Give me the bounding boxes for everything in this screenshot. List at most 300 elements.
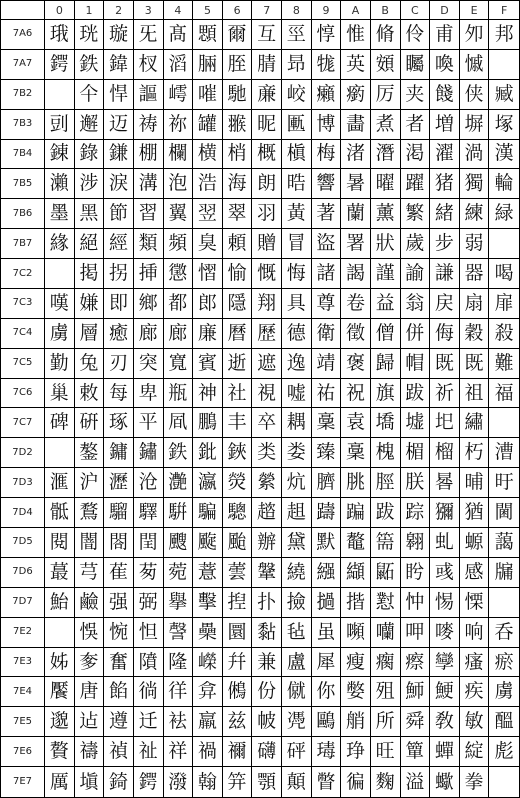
character-cell: 所 (371, 707, 401, 737)
character-cell: 曆 (223, 319, 253, 349)
character-cell: 骶 (45, 498, 75, 528)
character-cell: 翠 (223, 199, 253, 229)
character-cell: 嚬 (341, 618, 371, 648)
character-cell: 祷 (134, 110, 164, 140)
character-cell: 扑 (252, 588, 282, 618)
character-cell: 鏞 (104, 438, 134, 468)
character-cell: 懟 (371, 588, 401, 618)
character-cell: 嶸 (193, 648, 223, 678)
character-cell: 怛 (134, 618, 164, 648)
character-cell: 扇 (460, 289, 490, 319)
character-cell: 曜 (371, 169, 401, 199)
character-cell: 虜 (489, 677, 519, 707)
character-cell: 昻 (282, 50, 312, 80)
character-cell: 袪 (164, 707, 194, 737)
character-cell: 遮 (252, 349, 282, 379)
character-cell: 碑 (45, 408, 75, 438)
character-cell: 諭 (401, 259, 431, 289)
character-cell: 者 (401, 110, 431, 140)
character-cell: 黏 (252, 618, 282, 648)
character-cell: 棚 (134, 140, 164, 170)
character-cell: 迈 (104, 110, 134, 140)
character-cell: 鞶 (252, 558, 282, 588)
character-cell: 瘀 (489, 648, 519, 678)
character-cell: 盧 (282, 648, 312, 678)
character-cell: 渦 (460, 140, 490, 170)
character-cell: 禰 (223, 737, 253, 767)
character-cell: 翭 (223, 110, 253, 140)
character-cell: 沧 (134, 468, 164, 498)
character-cell: 敕 (75, 379, 105, 409)
character-cell: 臍 (312, 468, 342, 498)
character-cell: 繡 (460, 408, 490, 438)
character-cell: 署 (341, 229, 371, 259)
character-cell: 經 (104, 229, 134, 259)
character-cell: 僦 (282, 677, 312, 707)
character-cell: 逝 (223, 349, 253, 379)
character-cell: 牖 (489, 558, 519, 588)
character-cell: 砰 (282, 737, 312, 767)
character-cell: 懲 (164, 259, 194, 289)
character-cell: 踪 (401, 498, 431, 528)
character-cell: 隫 (134, 648, 164, 678)
character-cell: 魳 (401, 677, 431, 707)
character-cell: 謙 (430, 259, 460, 289)
character-cell: 緑 (489, 199, 519, 229)
character-cell: 滙 (45, 468, 75, 498)
character-cell: 拳 (460, 767, 490, 797)
character-cell: 邈 (45, 707, 75, 737)
character-cell: 嫌 (75, 289, 105, 319)
character-cell: 冒 (282, 229, 312, 259)
character-cell: 疾 (460, 677, 490, 707)
character-cell: 喚 (430, 50, 460, 80)
character-cell: 諸 (312, 259, 342, 289)
character-cell: 徧 (341, 767, 371, 797)
character-cell: 穀 (460, 319, 490, 349)
character-cell: 翁 (401, 289, 431, 319)
character-cell: 潛 (371, 140, 401, 170)
column-header: B (371, 1, 401, 20)
character-cell: 翼 (164, 199, 194, 229)
character-cell: 颱 (223, 528, 253, 558)
character-cell: 瓶 (164, 379, 194, 409)
character-cell: 謁 (341, 259, 371, 289)
character-cell: 靖 (312, 349, 342, 379)
row-code-label: 7E5 (1, 707, 45, 737)
character-cell: 嫳 (341, 677, 371, 707)
column-header: F (489, 1, 519, 20)
character-cell: 你 (312, 677, 342, 707)
character-cell: 祢 (164, 110, 194, 140)
character-cell: 蘭 (341, 199, 371, 229)
character-cell: 沪 (75, 468, 105, 498)
character-cell: 盜 (312, 229, 342, 259)
character-cell: 蕞 (45, 558, 75, 588)
character-cell: 剅 (45, 110, 75, 140)
character-cell: 禍 (193, 737, 223, 767)
character-cell: 惋 (104, 618, 134, 648)
character-cell: 芎 (75, 558, 105, 588)
character-cell: 撿 (282, 588, 312, 618)
character-cell: 艄 (341, 707, 371, 737)
character-cell: 器 (460, 259, 490, 289)
character-cell: 兼 (252, 648, 282, 678)
character-cell: 舜 (401, 707, 431, 737)
character-cell: 蹁 (341, 498, 371, 528)
character-cell: 忡 (401, 588, 431, 618)
character-cell: 惟 (341, 20, 371, 50)
row-code-label: 7E2 (1, 618, 45, 648)
character-cell: 侠 (460, 80, 490, 110)
character-cell: 歲 (401, 229, 431, 259)
character-cell: 脛 (371, 468, 401, 498)
character-cell: 顋 (193, 20, 223, 50)
character-cell: 嗺 (193, 80, 223, 110)
character-cell: 匭 (282, 110, 312, 140)
character-cell: 僧 (371, 319, 401, 349)
row-code-label: 7A7 (1, 50, 45, 80)
character-cell: 鎌 (104, 140, 134, 170)
character-cell: 視 (252, 379, 282, 409)
character-cell: 惇 (312, 20, 342, 50)
character-cell: 塡 (75, 767, 105, 797)
character-cell: 祖 (460, 379, 490, 409)
character-cell: 慴 (193, 259, 223, 289)
character-cell: 慨 (252, 259, 282, 289)
character-cell: 扉 (489, 289, 519, 319)
character-cell: 緒 (430, 199, 460, 229)
character-cell: 渚 (341, 140, 371, 170)
character-cell: 擊 (193, 588, 223, 618)
character-cell: 梢 (223, 140, 253, 170)
character-cell: 鶩 (75, 498, 105, 528)
character-cell: 練 (460, 199, 490, 229)
character-cell: 徉 (164, 677, 194, 707)
character-cell: 刃 (104, 349, 134, 379)
character-cell: 帔 (252, 707, 282, 737)
character-cell: 呑 (489, 618, 519, 648)
character-cell: 杈 (134, 50, 164, 80)
character-cell: 感 (460, 558, 490, 588)
character-cell: 辦 (252, 528, 282, 558)
row-code-label: 7D6 (1, 558, 45, 588)
character-cell: 瘸 (371, 648, 401, 678)
character-cell: 份 (252, 677, 282, 707)
character-cell: 甫 (430, 20, 460, 50)
character-cell: 邂 (75, 110, 105, 140)
character-cell: 社 (223, 379, 253, 409)
character-cell: 孿 (430, 648, 460, 678)
character-cell: 旴 (489, 468, 519, 498)
row-code-label: 7B3 (1, 110, 45, 140)
character-cell: 奓 (75, 648, 105, 678)
character-cell: 趦 (252, 498, 282, 528)
character-cell: 謳 (134, 80, 164, 110)
character-cell (45, 438, 75, 468)
character-cell: 彧 (430, 558, 460, 588)
character-cell: 博 (312, 110, 342, 140)
character-cell: 渇 (401, 140, 431, 170)
character-cell: 晷 (430, 468, 460, 498)
character-cell: 矚 (401, 50, 431, 80)
character-cell: 衛 (312, 319, 342, 349)
character-cell: 跋 (371, 498, 401, 528)
row-code-label: 7B2 (1, 80, 45, 110)
character-cell: 尊 (312, 289, 342, 319)
character-cell: 褒 (341, 349, 371, 379)
character-cell: 囒 (371, 618, 401, 648)
character-cell: 嘘 (282, 379, 312, 409)
character-cell: 嘜 (430, 618, 460, 648)
character-cell: 旡 (134, 20, 164, 50)
character-cell: 颴 (193, 528, 223, 558)
character-cell: 瀨 (45, 169, 75, 199)
character-cell: 默 (312, 528, 342, 558)
character-cell: 瘙 (460, 648, 490, 678)
character-cell: 絕 (75, 229, 105, 259)
character-cell: 珴 (45, 20, 75, 50)
character-cell: 迠 (75, 707, 105, 737)
character-cell: 横 (193, 140, 223, 170)
character-cell: 滔 (164, 50, 194, 80)
character-cell: 郎 (193, 289, 223, 319)
character-cell: 圯 (430, 408, 460, 438)
column-header: 7 (252, 1, 282, 20)
character-cell: 牻 (312, 50, 342, 80)
character-cell: 福 (489, 379, 519, 409)
character-cell: 笄 (223, 767, 253, 797)
character-cell: 榴 (430, 438, 460, 468)
character-cell: 卑 (134, 379, 164, 409)
character-cell: 躊 (312, 498, 342, 528)
character-cell: 珖 (75, 20, 105, 50)
character-cell: 概 (252, 140, 282, 170)
character-cell: 習 (134, 199, 164, 229)
character-cell: 祥 (164, 737, 194, 767)
character-cell: 繞 (282, 558, 312, 588)
row-code-label: 7C5 (1, 349, 45, 379)
character-cell: 祐 (312, 379, 342, 409)
character-cell: 鉄 (164, 438, 194, 468)
character-cell: 溢 (401, 767, 431, 797)
character-cell: 禱 (75, 737, 105, 767)
row-code-label: 7E3 (1, 648, 45, 678)
character-cell: 呷 (401, 618, 431, 648)
character-cell: 猶 (460, 498, 490, 528)
character-cell: 鯁 (430, 677, 460, 707)
character-cell: 耦 (282, 408, 312, 438)
character-cell: 獼 (430, 498, 460, 528)
character-cell: 擧 (164, 588, 194, 618)
character-cell: 翰 (193, 767, 223, 797)
character-cell: 槐 (371, 438, 401, 468)
character-cell: 翌 (193, 199, 223, 229)
character-cell: 髙 (164, 20, 194, 50)
character-cell: 帽 (401, 349, 431, 379)
character-cell: 贈 (252, 229, 282, 259)
character-cell: 閫 (489, 498, 519, 528)
character-cell: 隱 (223, 289, 253, 319)
character-cell: 益 (371, 289, 401, 319)
character-cell: 薏 (193, 558, 223, 588)
character-cell: 綻 (460, 737, 490, 767)
character-cell: 謹 (371, 259, 401, 289)
character-cell: 幷 (223, 648, 253, 678)
character-cell: 挿 (134, 259, 164, 289)
character-cell: 餡 (104, 677, 134, 707)
column-header: C (401, 1, 431, 20)
character-cell: 朕 (401, 468, 431, 498)
row-code-label: 7B6 (1, 199, 45, 229)
column-header: D (430, 1, 460, 20)
column-header: E (460, 1, 490, 20)
character-cell: 弱 (460, 229, 490, 259)
character-cell: 琢 (104, 408, 134, 438)
character-cell: 殺 (489, 319, 519, 349)
character-cell: 夹 (401, 80, 431, 110)
character-cell: 既 (460, 349, 490, 379)
character-cell: 瑇 (312, 737, 342, 767)
character-cell: 爾 (223, 20, 253, 50)
character-cell: 即 (104, 289, 134, 319)
character-cell: 腈 (252, 50, 282, 80)
row-code-label: 7D2 (1, 438, 45, 468)
character-cell: 敎 (430, 707, 460, 737)
character-cell: 泡 (164, 169, 194, 199)
character-cell: 鉄 (75, 50, 105, 80)
character-cell: 騈 (164, 498, 194, 528)
row-code-label: 7C2 (1, 259, 45, 289)
character-cell: 塚 (489, 110, 519, 140)
character-cell: 併 (401, 319, 431, 349)
character-cell: 羸 (193, 707, 223, 737)
character-cell: 鷗 (312, 707, 342, 737)
row-code-label: 7D3 (1, 468, 45, 498)
character-cell: 蠍 (430, 767, 460, 797)
character-cell: 丰 (223, 408, 253, 438)
character-cell: 殂 (371, 677, 401, 707)
character-cell: 癒 (104, 319, 134, 349)
character-cell: 虽 (312, 618, 342, 648)
character-cell: 鏊 (75, 438, 105, 468)
row-code-label: 7E4 (1, 677, 45, 707)
character-cell: 侮 (430, 319, 460, 349)
row-code-label: 7C3 (1, 289, 45, 319)
character-cell: 潑 (164, 767, 194, 797)
character-cell: 廉 (193, 319, 223, 349)
character-cell: 鍔 (45, 50, 75, 80)
character-cell: 瀝 (104, 468, 134, 498)
character-cell: 祝 (341, 379, 371, 409)
character-cell: 鄉 (134, 289, 164, 319)
character-cell: 兔 (75, 349, 105, 379)
character-cell: 贅 (45, 737, 75, 767)
row-code-label: 7E7 (1, 767, 45, 797)
character-cell: 翔 (252, 289, 282, 319)
character-cell: 熒 (223, 468, 253, 498)
character-cell: 愉 (223, 259, 253, 289)
character-cell: 黃 (282, 199, 312, 229)
character-cell: 朗 (252, 169, 282, 199)
character-cell: 癩 (312, 80, 342, 110)
character-cell: 慄 (460, 588, 490, 618)
character-cell: 溝 (134, 169, 164, 199)
character-cell: 猪 (430, 169, 460, 199)
character-cell: 弇 (193, 677, 223, 707)
character-cell: 櫐 (193, 618, 223, 648)
character-cell: 瘹 (341, 80, 371, 110)
character-cell: 毡 (282, 618, 312, 648)
character-cell: 峧 (282, 80, 312, 110)
character-cell: 躍 (401, 169, 431, 199)
character-cell: 瀛 (193, 468, 223, 498)
character-cell: 萑 (104, 558, 134, 588)
character-cell: 颼 (164, 528, 194, 558)
character-cell: 鋏 (223, 438, 253, 468)
character-cell: 暑 (341, 169, 371, 199)
character-cell: 厲 (45, 767, 75, 797)
character-cell: 獨 (460, 169, 490, 199)
character-cell: 鈚 (193, 438, 223, 468)
column-header: A (341, 1, 371, 20)
column-header: 4 (164, 1, 194, 20)
character-cell: 拐 (104, 259, 134, 289)
character-cell: 迁 (134, 707, 164, 737)
character-cell: 騮 (104, 498, 134, 528)
character-cell: 昵 (252, 110, 282, 140)
character-cell: 難 (489, 349, 519, 379)
character-cell: 墨 (45, 199, 75, 229)
character-cell: 遵 (104, 707, 134, 737)
character-cell: 邦 (489, 20, 519, 50)
character-cell: 騙 (193, 498, 223, 528)
character-cell: 浩 (193, 169, 223, 199)
character-cell: 顛 (282, 767, 312, 797)
character-cell: 撾 (312, 588, 342, 618)
character-cell: 鮐 (45, 588, 75, 618)
character-cell: 每 (104, 379, 134, 409)
row-code-label: 7B5 (1, 169, 45, 199)
character-cell: 脩 (371, 20, 401, 50)
character-cell: 袁 (341, 408, 371, 438)
row-code-label: 7B4 (1, 140, 45, 170)
character-cell: 錡 (104, 767, 134, 797)
character-cell: 徵 (341, 319, 371, 349)
character-cell: 揩 (341, 588, 371, 618)
character-cell: 嘆 (45, 289, 75, 319)
character-cell: 奮 (104, 648, 134, 678)
character-cell: 海 (223, 169, 253, 199)
character-cell: 輪 (489, 169, 519, 199)
character-cell (489, 50, 519, 80)
character-cell: 閤 (104, 528, 134, 558)
character-cell: 具 (282, 289, 312, 319)
character-cell: 脼 (193, 50, 223, 80)
character-cell: 戻 (430, 289, 460, 319)
character-cell: 巠 (282, 20, 312, 50)
character-cell: 臭 (193, 229, 223, 259)
character-cell: 隆 (164, 648, 194, 678)
character-cell: 步 (430, 229, 460, 259)
column-header: 0 (45, 1, 75, 20)
character-cell: 琤 (341, 737, 371, 767)
character-cell: 歸 (371, 349, 401, 379)
character-cell: 弼 (134, 588, 164, 618)
character-cell: 黑 (75, 199, 105, 229)
character-cell: 德 (282, 319, 312, 349)
character-cell: 响 (460, 618, 490, 648)
